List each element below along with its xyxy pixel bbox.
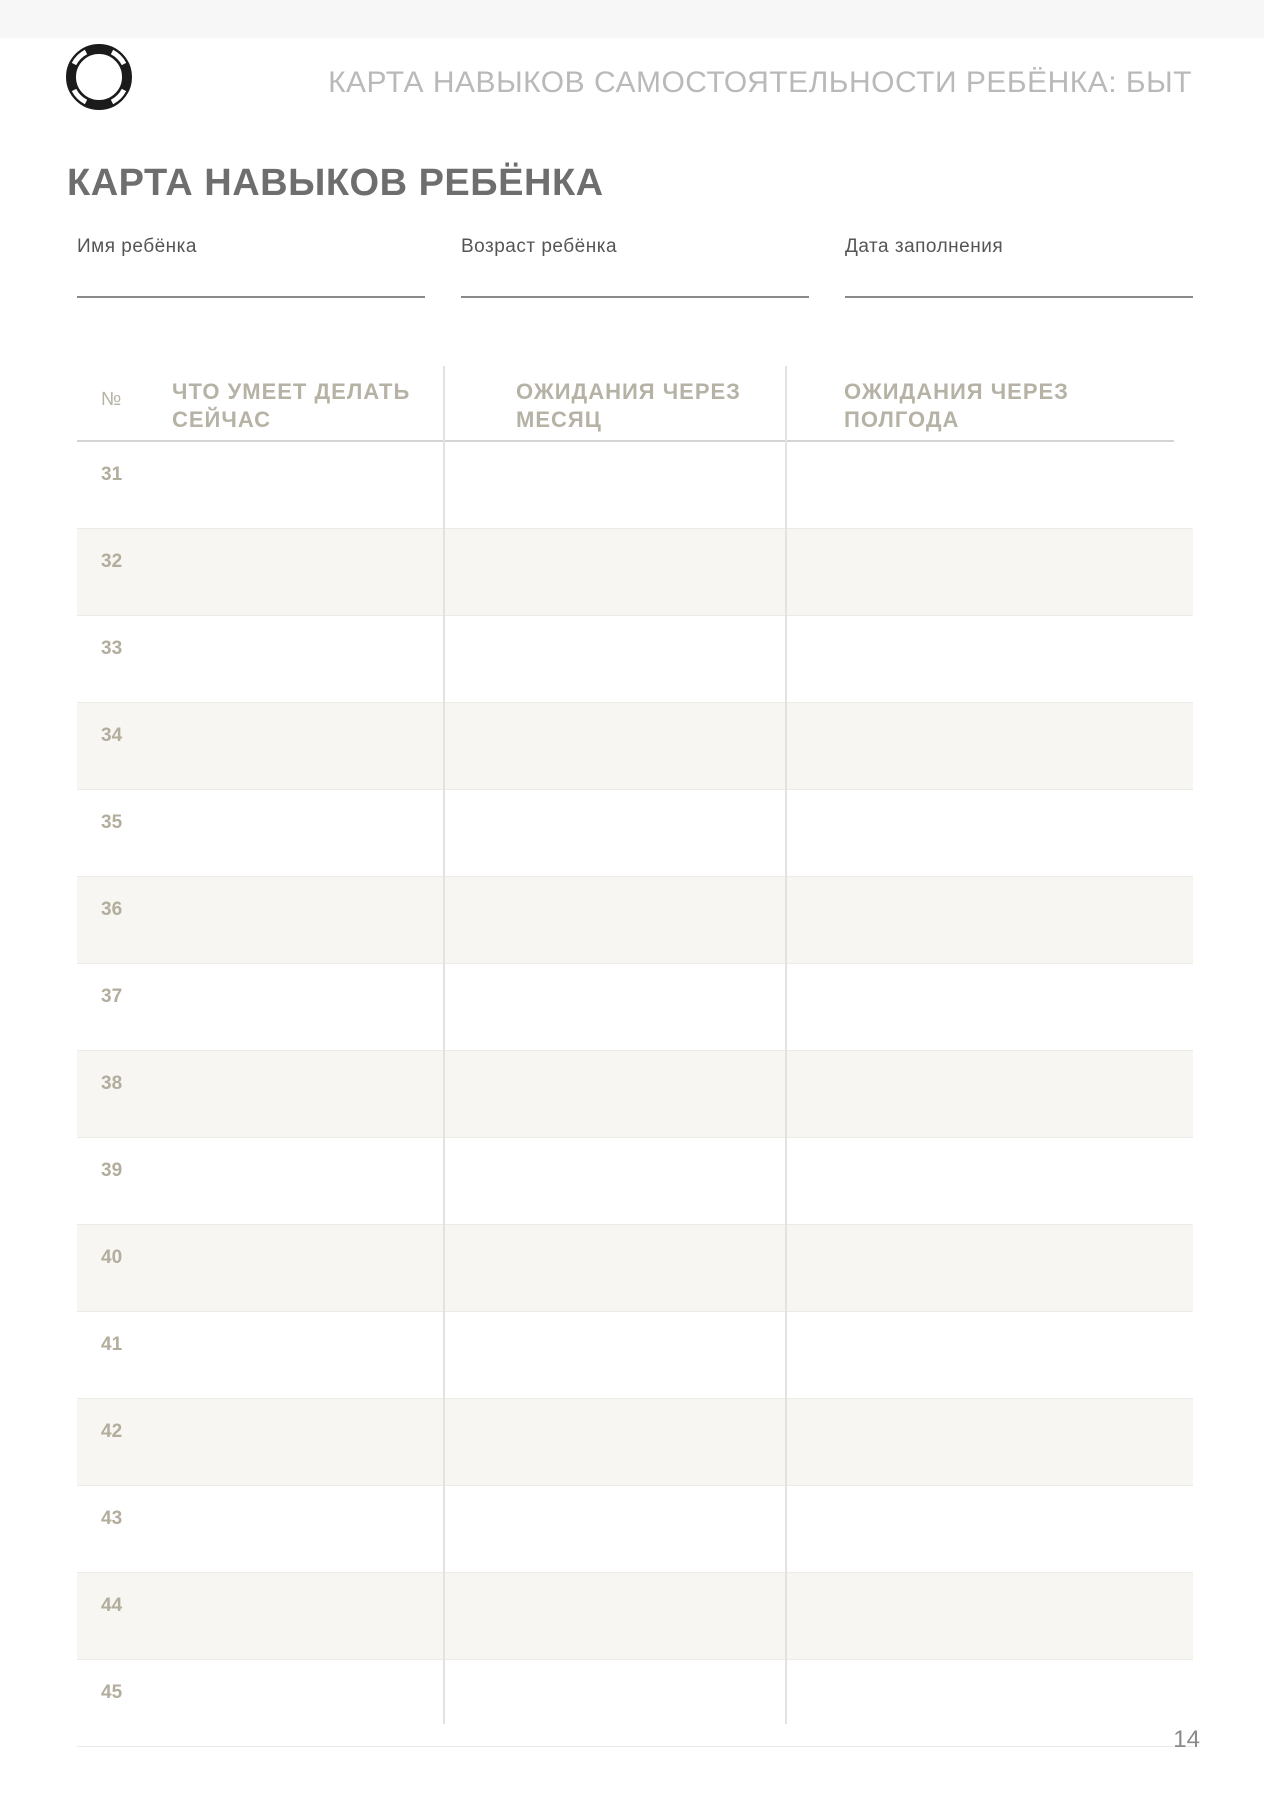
column-header-half-year: ОЖИДАНИЯ ЧЕРЕЗ ПОЛГОДА [844, 379, 1069, 432]
cell-now[interactable] [77, 703, 443, 789]
table-row [77, 1486, 1193, 1573]
fill-date-label: Дата заполнения [845, 236, 1004, 257]
child-age-field[interactable] [461, 236, 809, 298]
cell-half-year[interactable] [785, 1225, 1193, 1311]
row-number: 38 [101, 1073, 123, 1094]
column-divider-1 [443, 366, 445, 1724]
table-row [77, 1399, 1193, 1486]
cell-month[interactable] [443, 1312, 785, 1398]
cell-month[interactable] [443, 964, 785, 1050]
cell-now[interactable] [77, 790, 443, 876]
cell-half-year[interactable] [785, 1138, 1193, 1224]
cell-month[interactable] [443, 442, 785, 528]
cell-now[interactable] [77, 1573, 443, 1659]
cell-now[interactable] [77, 1225, 443, 1311]
cell-half-year[interactable] [785, 964, 1193, 1050]
child-name-line[interactable] [77, 296, 425, 298]
page-number: 14 [1173, 1726, 1200, 1753]
cell-month[interactable] [443, 616, 785, 702]
table-row [77, 1312, 1193, 1399]
cell-month[interactable] [443, 877, 785, 963]
cell-now[interactable] [77, 442, 443, 528]
child-name-label: Имя ребёнка [77, 236, 197, 257]
table-row [77, 1660, 1193, 1747]
cell-month[interactable] [443, 1573, 785, 1659]
row-number: 44 [101, 1595, 123, 1616]
cell-half-year[interactable] [785, 877, 1193, 963]
cell-month[interactable] [443, 790, 785, 876]
child-age-label: Возраст ребёнка [461, 236, 618, 257]
cell-month[interactable] [443, 1399, 785, 1485]
cell-half-year[interactable] [785, 1486, 1193, 1572]
row-number: 39 [101, 1160, 123, 1181]
cell-half-year[interactable] [785, 1051, 1193, 1137]
document-header-title: КАРТА НАВЫКОВ САМОСТОЯТЕЛЬНОСТИ РЕБЁНКА: БЫТ [328, 66, 1192, 99]
cell-half-year[interactable] [785, 790, 1193, 876]
child-age-line[interactable] [461, 296, 809, 298]
row-number: 34 [101, 725, 123, 746]
cell-month[interactable] [443, 1225, 785, 1311]
cell-now[interactable] [77, 1660, 443, 1746]
row-number: 40 [101, 1247, 123, 1268]
cell-half-year[interactable] [785, 703, 1193, 789]
table-row [77, 1138, 1193, 1225]
row-number: 37 [101, 986, 123, 1007]
cell-now[interactable] [77, 616, 443, 702]
cell-now[interactable] [77, 877, 443, 963]
fill-date-field[interactable] [845, 236, 1193, 298]
cell-now[interactable] [77, 529, 443, 615]
table-row [77, 964, 1193, 1051]
cell-half-year[interactable] [785, 529, 1193, 615]
cell-month[interactable] [443, 1138, 785, 1224]
column-header-now: ЧТО УМЕЕТ ДЕЛАТЬ СЕЙЧАС [172, 379, 411, 432]
child-name-field[interactable] [77, 236, 425, 298]
table-row [77, 790, 1193, 877]
table-row [77, 442, 1193, 529]
cell-month[interactable] [443, 529, 785, 615]
row-number: 36 [101, 899, 123, 920]
row-number: 32 [101, 551, 123, 572]
cell-half-year[interactable] [785, 616, 1193, 702]
column-header-number: № [101, 389, 123, 410]
cell-now[interactable] [77, 1051, 443, 1137]
cell-half-year[interactable] [785, 1660, 1193, 1746]
column-divider-2 [785, 366, 787, 1724]
cell-month[interactable] [443, 703, 785, 789]
cell-now[interactable] [77, 1138, 443, 1224]
cell-half-year[interactable] [785, 1399, 1193, 1485]
table-header [77, 366, 1174, 442]
ring-logo-icon [64, 42, 134, 112]
row-number: 43 [101, 1508, 123, 1529]
top-band [0, 0, 1264, 38]
row-number: 33 [101, 638, 123, 659]
row-number: 42 [101, 1421, 123, 1442]
table-row [77, 703, 1193, 790]
cell-half-year[interactable] [785, 1312, 1193, 1398]
cell-now[interactable] [77, 1312, 443, 1398]
table-row [77, 1573, 1193, 1660]
page-title: КАРТА НАВЫКОВ РЕБЁНКА [67, 162, 604, 204]
cell-half-year[interactable] [785, 442, 1193, 528]
cell-now[interactable] [77, 1399, 443, 1485]
cell-month[interactable] [443, 1660, 785, 1746]
skills-table [77, 366, 1193, 1747]
row-number: 41 [101, 1334, 123, 1355]
fill-date-line[interactable] [845, 296, 1193, 298]
cell-month[interactable] [443, 1486, 785, 1572]
cell-half-year[interactable] [785, 1573, 1193, 1659]
cell-now[interactable] [77, 1486, 443, 1572]
row-number: 31 [101, 464, 123, 485]
row-number: 35 [101, 812, 123, 833]
cell-now[interactable] [77, 964, 443, 1050]
cell-month[interactable] [443, 1051, 785, 1137]
column-header-month: ОЖИДАНИЯ ЧЕРЕЗ МЕСЯЦ [516, 379, 741, 432]
table-body [77, 442, 1193, 1747]
table-row [77, 529, 1193, 616]
table-row [77, 1051, 1193, 1138]
table-row [77, 616, 1193, 703]
table-row [77, 877, 1193, 964]
row-number: 45 [101, 1682, 123, 1703]
table-row [77, 1225, 1193, 1312]
